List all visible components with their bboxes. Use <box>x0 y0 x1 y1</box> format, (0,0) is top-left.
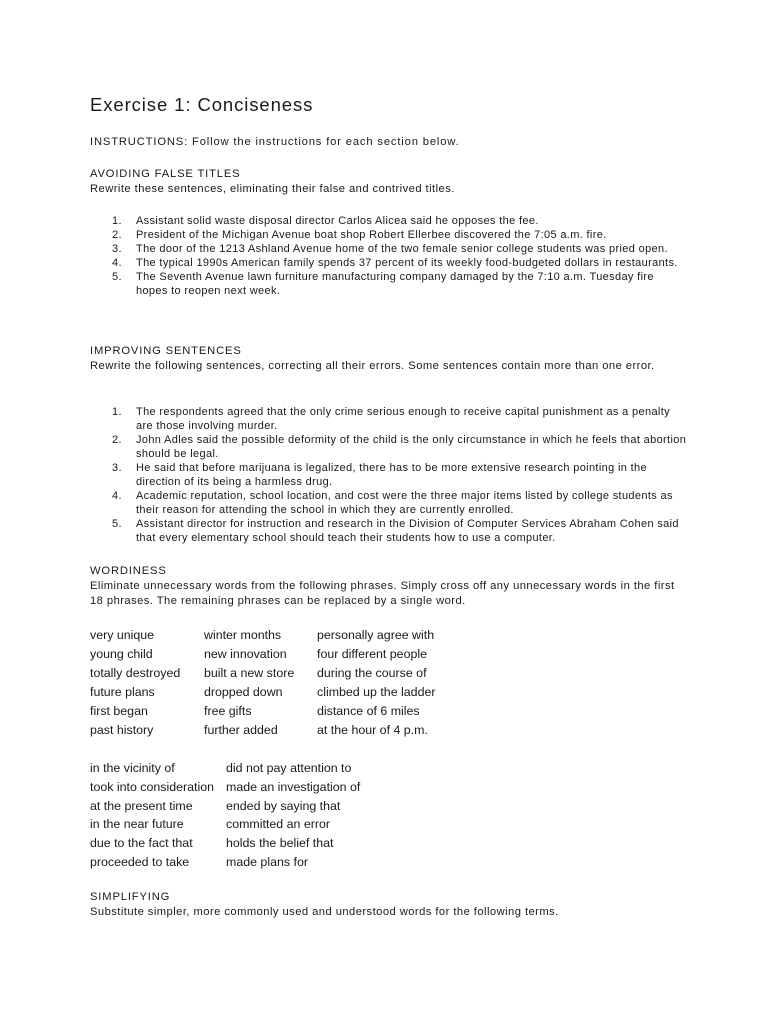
list-item <box>108 256 688 270</box>
phrase: totally destroyed <box>90 666 181 680</box>
phrase: personally agree with <box>317 628 435 642</box>
improving-heading: IMPROVING SENTENCES <box>90 345 242 357</box>
phrase: made plans for <box>226 855 308 869</box>
list-item-text: The typical 1990s American family spends 37 percent of its weekly food-budgeted dollars in restaurants. <box>136 257 678 269</box>
list-item-number: 1. <box>112 406 122 418</box>
phrase: committed an error <box>226 817 330 831</box>
phrase: further added <box>204 723 278 737</box>
list-item <box>108 433 688 461</box>
list-item-number: 3. <box>112 243 122 255</box>
improving-list <box>108 405 688 545</box>
phrase: winter months <box>204 628 282 642</box>
list-item-text: He said that before marijuana is legalized, there has to be more extensive research pointing in the direction of its being a harmless drug. <box>136 462 647 488</box>
list-item <box>108 517 688 545</box>
list-item-text: President of the Michigan Avenue boat shop Robert Ellerbee discovered the 7:05 a.m. fire. <box>136 229 607 241</box>
list-item-text: John Adles said the possible deformity of the child is the only circumstance in which he feels that abortion should be legal. <box>136 434 687 460</box>
list-item <box>108 214 688 228</box>
list-item-number: 2. <box>112 229 122 241</box>
phrase: young child <box>90 647 153 661</box>
phrase: holds the belief that <box>226 836 334 850</box>
list-item-number: 4. <box>112 490 122 502</box>
improving-description: Rewrite the following sentences, correcting all their errors. Some sentences contain more than one error. <box>90 360 655 372</box>
list-item-number: 2. <box>112 434 122 446</box>
phrase: at the present time <box>90 799 193 813</box>
wordiness-description: Eliminate unnecessary words from the following phrases. Simply cross off any unnecessary words in the first 18 phrases. The remaining phrases can be replaced by a single word. <box>90 580 675 607</box>
phrase: distance of 6 miles <box>317 704 420 718</box>
list-item-text: Assistant solid waste disposal director Carlos Alicea said he opposes the fee. <box>136 215 539 227</box>
list-item-number: 3. <box>112 462 122 474</box>
list-item-text: The respondents agreed that the only crime serious enough to receive capital punishment as a penalty are those involving murder. <box>136 406 670 432</box>
phrase: built a new store <box>204 666 295 680</box>
list-item-number: 1. <box>112 215 122 227</box>
page-title: Exercise 1: Conciseness <box>90 94 314 115</box>
phrase: made an investigation of <box>226 780 361 794</box>
simplifying-description: Substitute simpler, more commonly used and understood words for the following terms. <box>90 906 559 918</box>
phrase: in the near future <box>90 817 184 831</box>
false-titles-description: Rewrite these sentences, eliminating their false and contrived titles. <box>90 183 455 195</box>
list-item-text: Assistant director for instruction and research in the Division of Computer Services Abraham Cohen said that every elementary school should teach their students how to use a computer. <box>136 518 679 544</box>
phrase: new innovation <box>204 647 287 661</box>
phrase: dropped down <box>204 685 283 699</box>
phrase: in the vicinity of <box>90 761 175 775</box>
phrase: future plans <box>90 685 155 699</box>
list-item <box>108 405 688 433</box>
phrase: first began <box>90 704 148 718</box>
list-item-text: The Seventh Avenue lawn furniture manufacturing company damaged by the 7:10 a.m. Tuesday fire hopes to reopen next week. <box>136 271 654 297</box>
phrase: ended by saying that <box>226 799 341 813</box>
list-item <box>108 270 688 298</box>
list-item <box>108 461 688 489</box>
list-item-number: 5. <box>112 518 122 530</box>
list-item-number: 5. <box>112 271 122 283</box>
phrase: due to the fact that <box>90 836 193 850</box>
list-item <box>108 242 688 256</box>
wordiness-heading: WORDINESS <box>90 565 167 577</box>
phrase: climbed up the ladder <box>317 685 436 699</box>
instructions-text: INSTRUCTIONS: Follow the instructions for each section below. <box>90 136 460 148</box>
list-item-text: The door of the 1213 Ashland Avenue home of the two female senior college students was pried open. <box>136 243 668 255</box>
phrase: free gifts <box>204 704 252 718</box>
phrase: proceeded to take <box>90 855 190 869</box>
phrase: took into consideration <box>90 780 214 794</box>
list-item-text: Academic reputation, school location, and cost were the three major items listed by college students as their reason for attending the school in which they are currently enrolled. <box>136 490 673 516</box>
list-item <box>108 228 688 242</box>
phrase: at the hour of 4 p.m. <box>317 723 428 737</box>
false-titles-list <box>108 214 688 298</box>
phrase: four different people <box>317 647 427 661</box>
phrase: very unique <box>90 628 155 642</box>
list-item-number: 4. <box>112 257 122 269</box>
simplifying-heading: SIMPLIFYING <box>90 891 171 903</box>
phrase: did not pay attention to <box>226 761 352 775</box>
list-item <box>108 489 688 517</box>
phrase: during the course of <box>317 666 427 680</box>
phrase: past history <box>90 723 154 737</box>
false-titles-heading: AVOIDING FALSE TITLES <box>90 168 241 180</box>
